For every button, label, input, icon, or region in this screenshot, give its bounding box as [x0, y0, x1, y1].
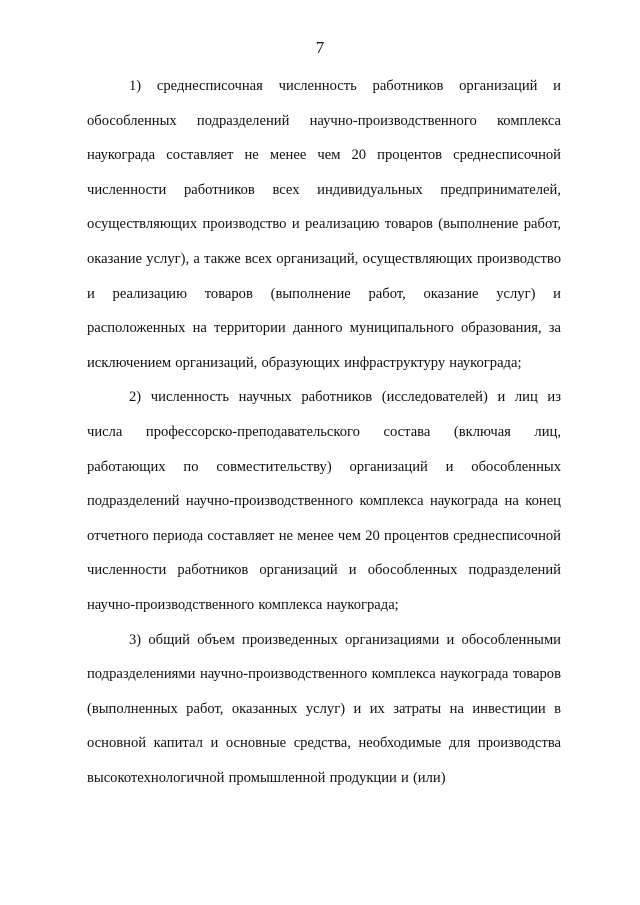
paragraph-1: 1) среднесписочная численность работников организаций и обособленных подразделений научно-производственного комплекса наукограда составляет не менее чем 20 процентов среднесписочной численности работников всех индивидуальных предпринимателей, осуществляющих производство и реализацию товаров (выполнение работ, оказание услуг), а также всех организаций, осуществляющих производство и реализацию товаров (выполнение работ, оказание услуг) и расположенных на территории данного муниципального образования, за исключением организаций, образующих инфраструктуру наукограда; [87, 78, 561, 371]
document-body [87, 69, 561, 795]
paragraph-3: 3) общий объем произведенных организациями и обособленными подразделениями научно-производственного комплекса наукограда товаров (выполненных работ, оказанных услуг) и их затраты на инвестиции в основной капитал и основные средства, необходимые для производства высокотехнологичной промышленной продукции и (или) [87, 631, 561, 786]
paragraph-2: 2) численность научных работников (исследователей) и лиц из числа профессорско-преподавательского состава (включая лиц, работающих по совместительству) организаций и обособленных подразделений научно-производственного комплекса наукограда на конец отчетного периода составляет не менее чем 20 процентов среднесписочной численности работников организаций и обособленных подразделений научно-производственного комплекса наукограда; [87, 389, 561, 613]
page-number: 7 [315, 38, 325, 57]
